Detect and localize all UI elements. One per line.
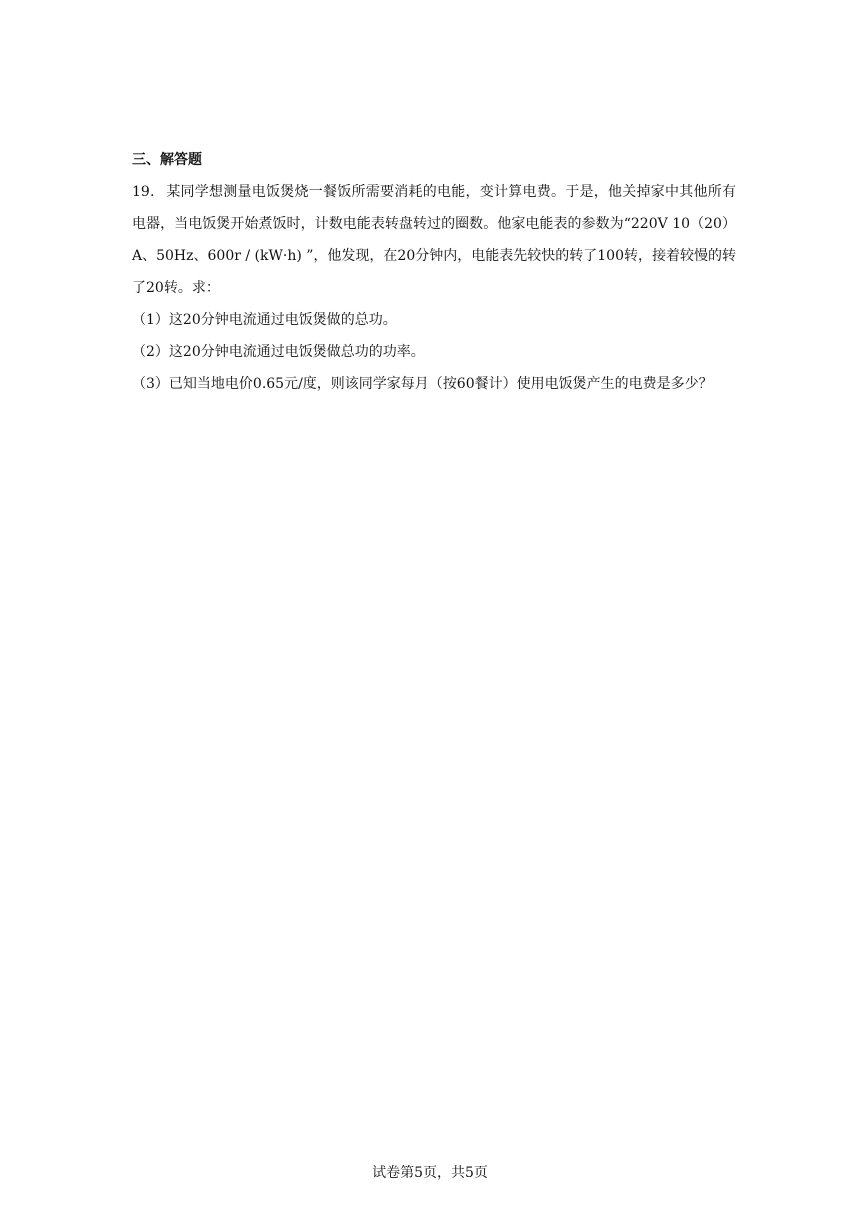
question-number: 19．	[132, 184, 165, 200]
question-area	[132, 150, 736, 400]
page-footer: 试卷第5页，共5页	[372, 1165, 488, 1181]
question-19	[132, 176, 736, 304]
section-heading: 三、解答题	[132, 152, 202, 168]
question-text: 某同学想测量电饭煲烧一餐饭所需要消耗的电能，变计算电费。于是，他关掉家中其他所有电器，当电饭煲开始煮饭时，计数电能表转盘转过的圈数。他家电能表的参数为“220V 10（20）A、50Hz、600r / (kW·h) ”，他发现，在20分钟内，电能表先较快的转了100转，接着较慢的转了20转。求：	[132, 184, 736, 296]
sub-question-2: （2）这20分钟电流通过电饭煲做总功的功率。	[132, 344, 425, 360]
sub-question-1: （1）这20分钟电流通过电饭煲做的总功。	[132, 312, 397, 328]
sub-question-3: （3）已知当地电价0.65元/度，则该同学家每月（按60餐计）使用电饭煲产生的电费是多少？	[132, 376, 713, 392]
